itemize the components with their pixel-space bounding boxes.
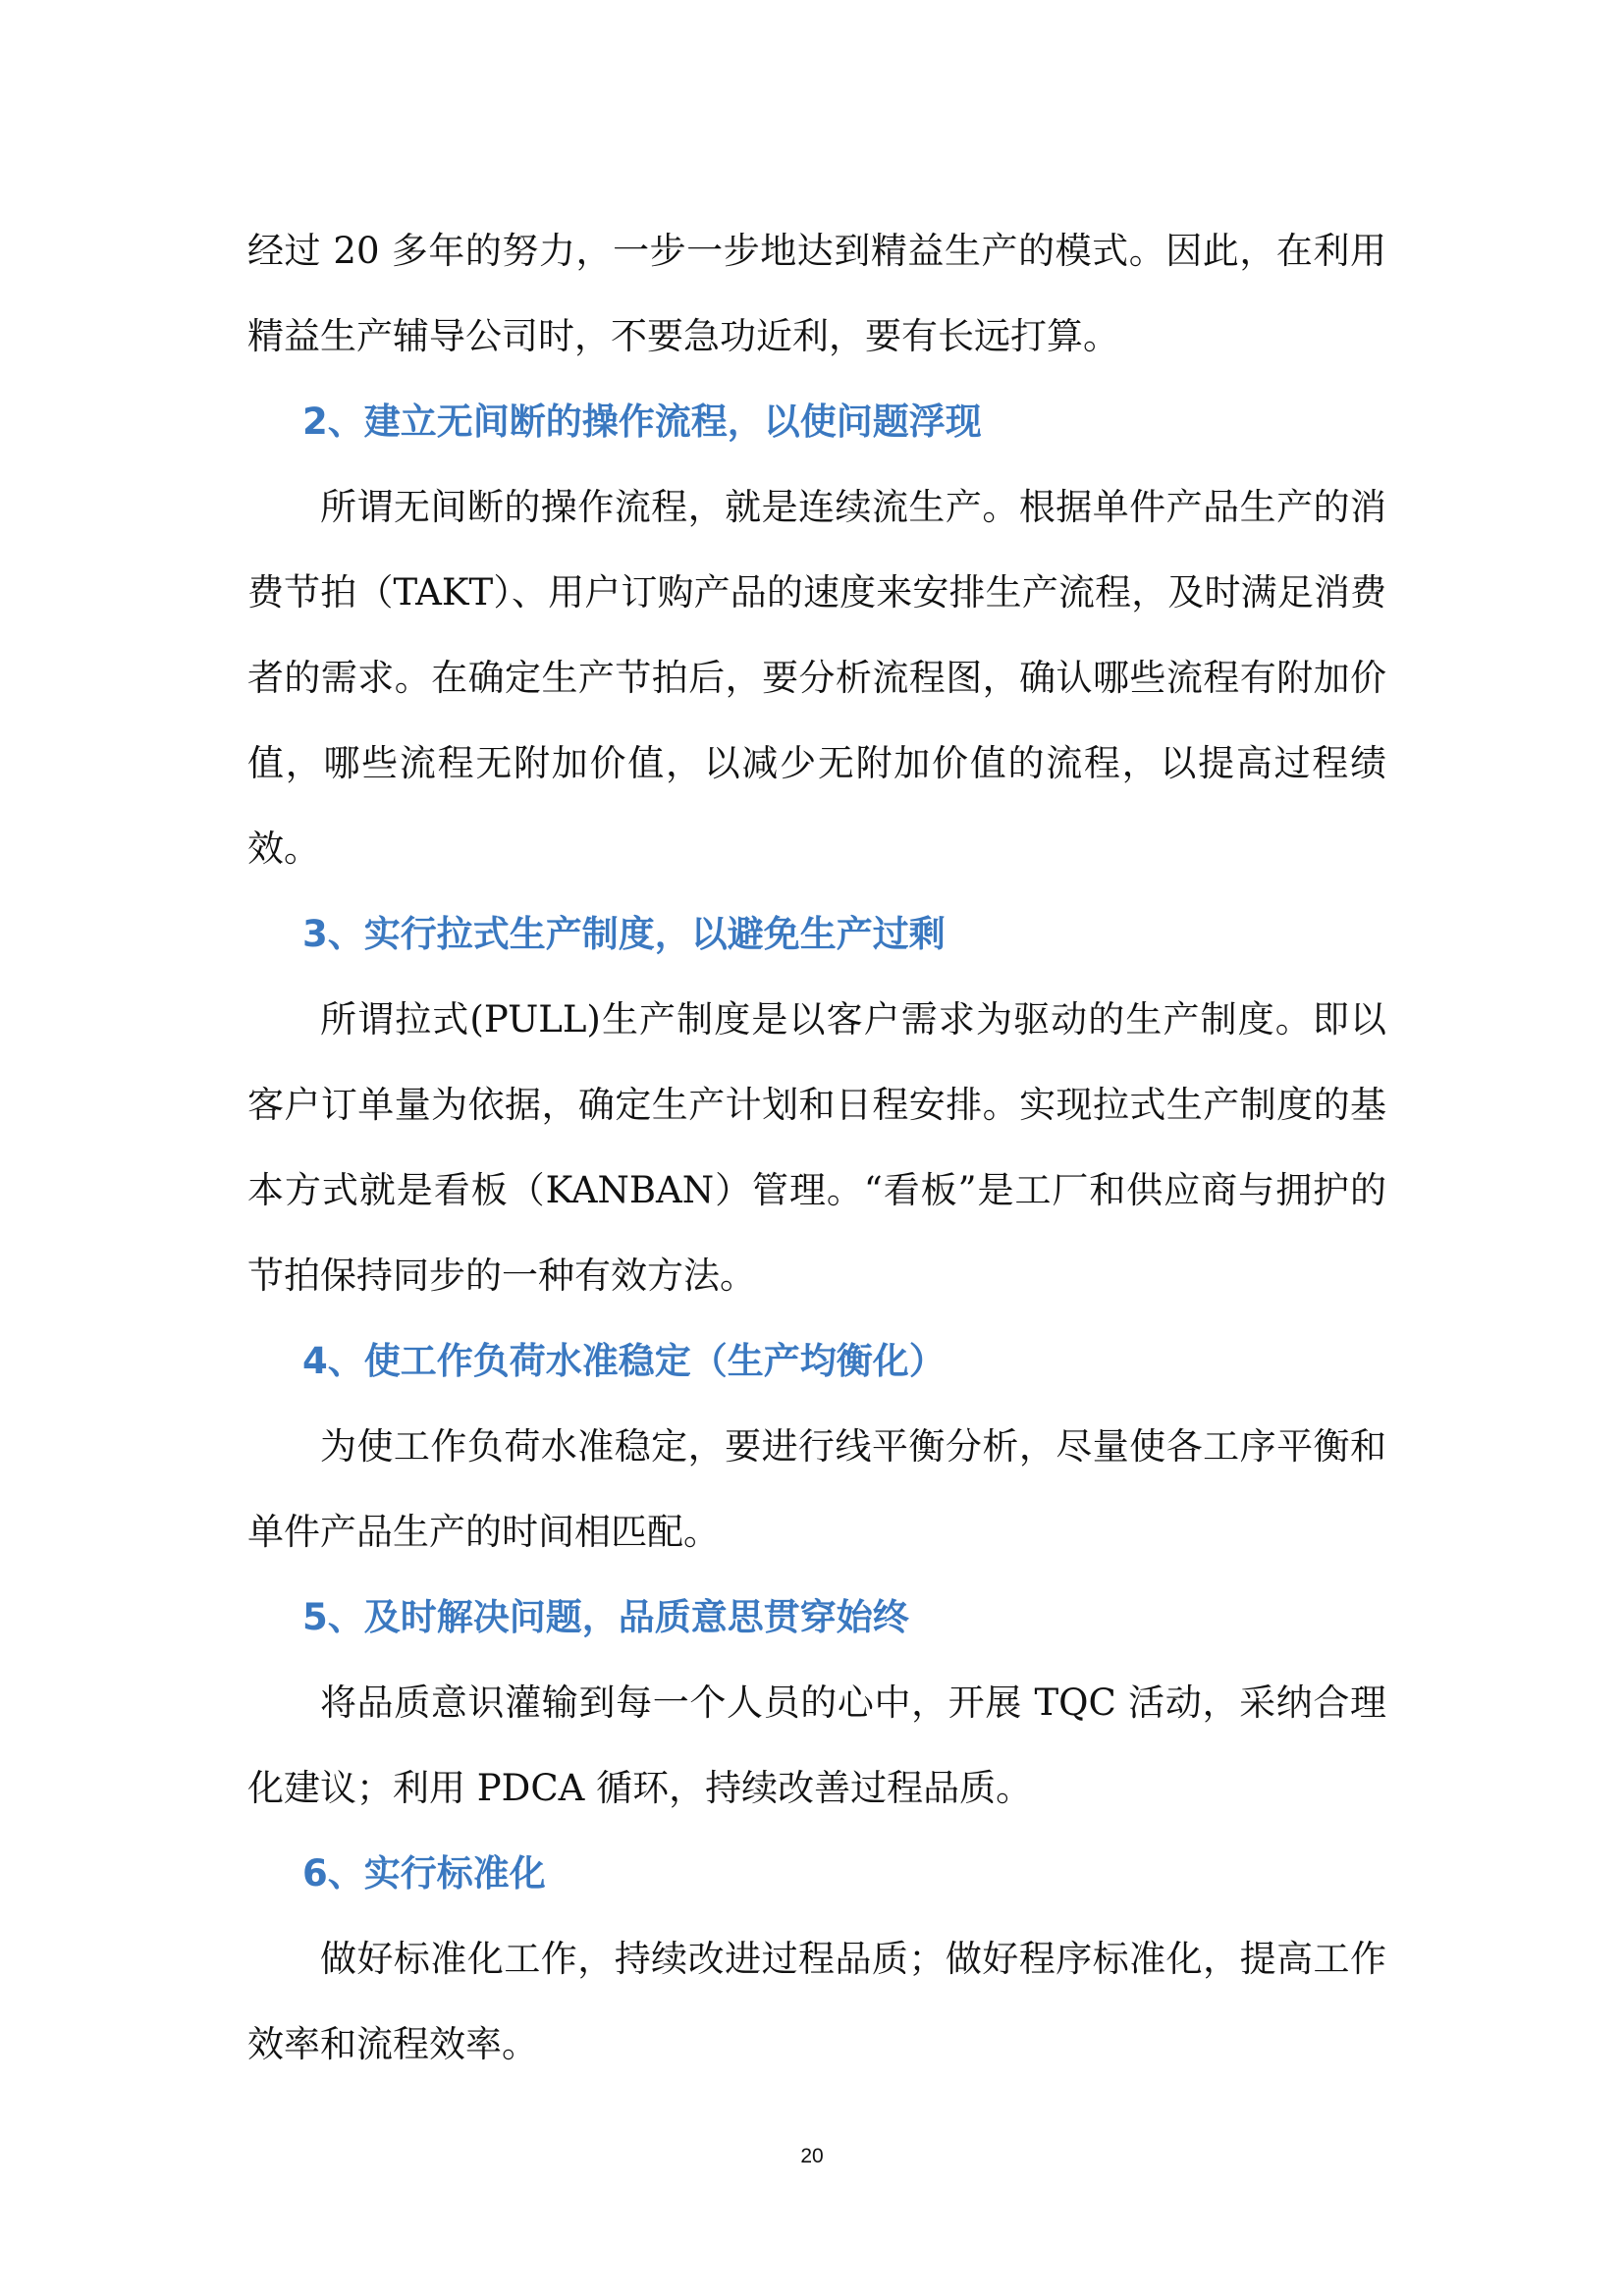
section-heading-6: 6、实行标准化 (302, 1852, 546, 1895)
section-body-6: 做好标准化工作，持续改进过程品质；做好程序标准化，提高工作效率和流程效率。 (247, 1938, 1386, 2065)
page-number: 20 (800, 2145, 824, 2167)
section-body-2: 所谓无间断的操作流程，就是连续流生产。根据单件产品生产的消费节拍（TAKT）、用户订购产品的速度来安排生产流程，及时满足消费者的需求。在确定生产节拍后，要分析流程图，确认哪些流程有附加价值，哪些流程无附加价值，以减少无附加价值的流程，以提高过程绩效。 (247, 486, 1386, 870)
section-heading-5: 5、及时解决问题，品质意思贯穿始终 (302, 1596, 909, 1638)
section-body-3: 所谓拉式(PULL)生产制度是以客户需求为驱动的生产制度。即以客户订单量为依据，确定生产计划和日程安排。实现拉式生产制度的基本方式就是看板（KANBAN）管理。“看板”是工厂和供应商与拥护的节拍保持同步的一种有效方法。 (247, 998, 1386, 1297)
section-heading-4: 4、使工作负荷水准稳定（生产均衡化） (302, 1340, 946, 1382)
section-heading-2: 2、建立无间断的操作流程，以使问题浮现 (302, 400, 982, 443)
section-heading-3: 3、实行拉式生产制度，以避免生产过剩 (302, 913, 946, 955)
intro-paragraph: 经过 20 多年的努力，一步一步地达到精益生产的模式。因此，在利用精益生产辅导公司时，不要急功近利，要有长远打算。 (247, 230, 1386, 357)
document-body (247, 208, 1386, 2087)
section-body-4: 为使工作负荷水准稳定，要进行线平衡分析，尽量使各工序平衡和单件产品生产的时间相匹配。 (247, 1425, 1386, 1553)
section-body-5: 将品质意识灌输到每一个人员的心中，开展 TQC 活动，采纳合理化建议；利用 PDCA 循环，持续改善过程品质。 (247, 1682, 1386, 1809)
